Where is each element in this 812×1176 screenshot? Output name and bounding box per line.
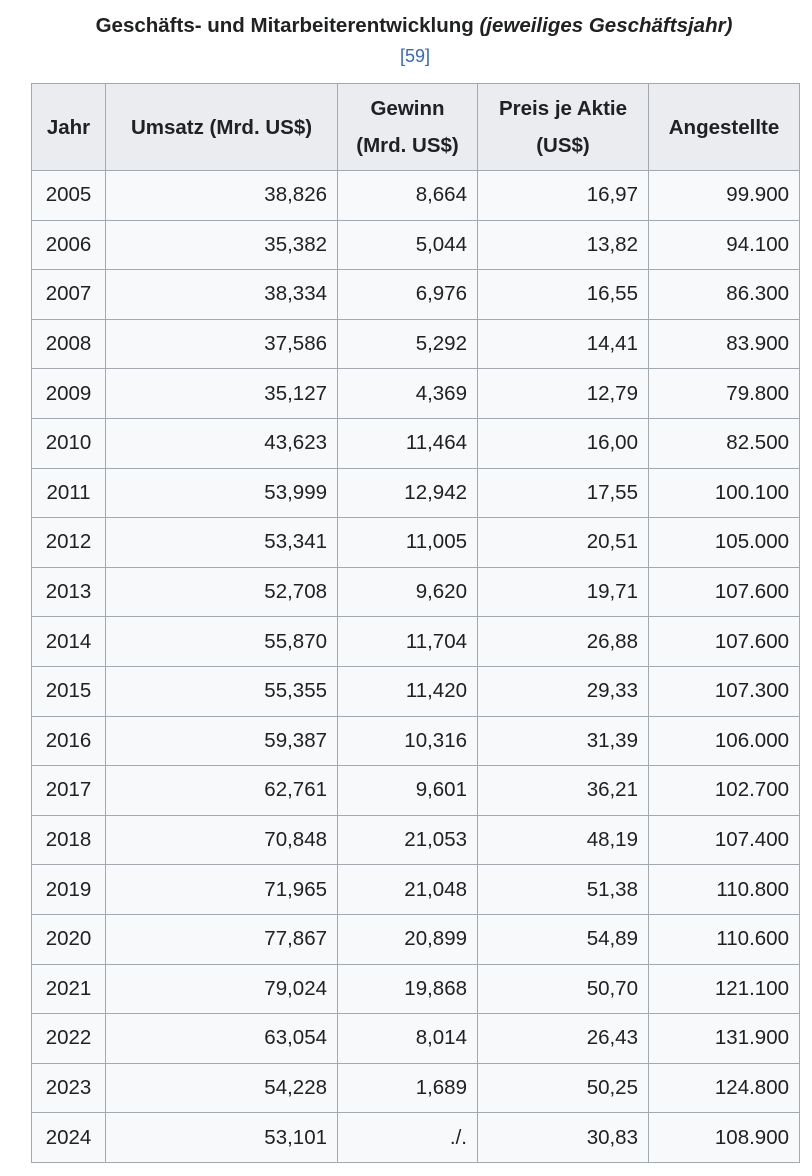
caption-subtitle: (jeweiliges Geschäftsjahr) xyxy=(479,14,733,37)
cell-angestellte: 94.100 xyxy=(649,220,800,270)
cell-gewinn: 20,899 xyxy=(338,914,478,964)
table-caption xyxy=(0,12,812,40)
cell-preis: 14,41 xyxy=(478,319,649,369)
cell-gewinn: ./. xyxy=(338,1113,478,1163)
cell-angestellte: 107.600 xyxy=(649,617,800,667)
cell-gewinn: 21,048 xyxy=(338,865,478,915)
table-row xyxy=(32,865,800,915)
header-gewinn: Gewinn (Mrd. US$) xyxy=(338,84,478,171)
cell-preis: 16,00 xyxy=(478,418,649,468)
table-row xyxy=(32,468,800,518)
cell-gewinn: 10,316 xyxy=(338,716,478,766)
cell-angestellte: 100.100 xyxy=(649,468,800,518)
cell-preis: 51,38 xyxy=(478,865,649,915)
cell-umsatz: 63,054 xyxy=(106,1014,338,1064)
cell-jahr: 2019 xyxy=(32,865,106,915)
cell-angestellte: 86.300 xyxy=(649,270,800,320)
table-row xyxy=(32,220,800,270)
cell-umsatz: 79,024 xyxy=(106,964,338,1014)
cell-preis: 17,55 xyxy=(478,468,649,518)
cell-jahr: 2006 xyxy=(32,220,106,270)
cell-preis: 26,43 xyxy=(478,1014,649,1064)
cell-angestellte: 110.600 xyxy=(649,914,800,964)
cell-umsatz: 71,965 xyxy=(106,865,338,915)
cell-preis: 12,79 xyxy=(478,369,649,419)
cell-umsatz: 53,101 xyxy=(106,1113,338,1163)
cell-umsatz: 43,623 xyxy=(106,418,338,468)
cell-jahr: 2012 xyxy=(32,518,106,568)
cell-angestellte: 83.900 xyxy=(649,319,800,369)
cell-jahr: 2018 xyxy=(32,815,106,865)
cell-umsatz: 54,228 xyxy=(106,1063,338,1113)
cell-preis: 16,55 xyxy=(478,270,649,320)
cell-umsatz: 55,870 xyxy=(106,617,338,667)
cell-preis: 19,71 xyxy=(478,567,649,617)
cell-angestellte: 105.000 xyxy=(649,518,800,568)
cell-umsatz: 38,334 xyxy=(106,270,338,320)
cell-gewinn: 8,664 xyxy=(338,171,478,221)
cell-jahr: 2021 xyxy=(32,964,106,1014)
cell-umsatz: 38,826 xyxy=(106,171,338,221)
data-table xyxy=(31,83,800,1163)
cell-gewinn: 21,053 xyxy=(338,815,478,865)
cell-angestellte: 107.600 xyxy=(649,567,800,617)
header-jahr: Jahr xyxy=(32,84,106,171)
table-row xyxy=(32,418,800,468)
cell-jahr: 2009 xyxy=(32,369,106,419)
cell-umsatz: 55,355 xyxy=(106,666,338,716)
cell-gewinn: 5,044 xyxy=(338,220,478,270)
cell-preis: 54,89 xyxy=(478,914,649,964)
cell-jahr: 2020 xyxy=(32,914,106,964)
header-preis: Preis je Aktie (US$) xyxy=(478,84,649,171)
table-row xyxy=(32,716,800,766)
cell-preis: 30,83 xyxy=(478,1113,649,1163)
caption-title: Geschäfts- und Mitarbeiterentwicklung xyxy=(95,14,474,37)
cell-gewinn: 9,620 xyxy=(338,567,478,617)
cell-gewinn: 19,868 xyxy=(338,964,478,1014)
cell-jahr: 2022 xyxy=(32,1014,106,1064)
table-row xyxy=(32,270,800,320)
table-row xyxy=(32,1113,800,1163)
table-row xyxy=(32,567,800,617)
cell-preis: 29,33 xyxy=(478,666,649,716)
cell-umsatz: 59,387 xyxy=(106,716,338,766)
table-row xyxy=(32,617,800,667)
cell-angestellte: 82.500 xyxy=(649,418,800,468)
cell-angestellte: 124.800 xyxy=(649,1063,800,1113)
cell-jahr: 2007 xyxy=(32,270,106,320)
cell-umsatz: 53,999 xyxy=(106,468,338,518)
table-row xyxy=(32,766,800,816)
cell-gewinn: 6,976 xyxy=(338,270,478,320)
cell-gewinn: 11,420 xyxy=(338,666,478,716)
table-row xyxy=(32,171,800,221)
cell-angestellte: 107.400 xyxy=(649,815,800,865)
table-row xyxy=(32,319,800,369)
table-row xyxy=(32,666,800,716)
cell-gewinn: 8,014 xyxy=(338,1014,478,1064)
table-row xyxy=(32,369,800,419)
cell-preis: 48,19 xyxy=(478,815,649,865)
cell-gewinn: 12,942 xyxy=(338,468,478,518)
cell-jahr: 2017 xyxy=(32,766,106,816)
reference-link[interactable]: [59] xyxy=(399,46,431,66)
cell-preis: 16,97 xyxy=(478,171,649,221)
cell-angestellte: 107.300 xyxy=(649,666,800,716)
cell-umsatz: 62,761 xyxy=(106,766,338,816)
cell-jahr: 2005 xyxy=(32,171,106,221)
cell-gewinn: 4,369 xyxy=(338,369,478,419)
table-row xyxy=(32,1014,800,1064)
cell-gewinn: 5,292 xyxy=(338,319,478,369)
table-row xyxy=(32,815,800,865)
cell-umsatz: 53,341 xyxy=(106,518,338,568)
cell-umsatz: 77,867 xyxy=(106,914,338,964)
cell-preis: 13,82 xyxy=(478,220,649,270)
cell-angestellte: 108.900 xyxy=(649,1113,800,1163)
cell-angestellte: 121.100 xyxy=(649,964,800,1014)
cell-jahr: 2023 xyxy=(32,1063,106,1113)
cell-preis: 26,88 xyxy=(478,617,649,667)
cell-angestellte: 102.700 xyxy=(649,766,800,816)
cell-jahr: 2010 xyxy=(32,418,106,468)
cell-gewinn: 9,601 xyxy=(338,766,478,816)
cell-angestellte: 79.800 xyxy=(649,369,800,419)
cell-umsatz: 70,848 xyxy=(106,815,338,865)
cell-umsatz: 37,586 xyxy=(106,319,338,369)
cell-preis: 50,25 xyxy=(478,1063,649,1113)
cell-angestellte: 99.900 xyxy=(649,171,800,221)
cell-angestellte: 106.000 xyxy=(649,716,800,766)
cell-gewinn: 11,005 xyxy=(338,518,478,568)
cell-jahr: 2011 xyxy=(32,468,106,518)
cell-jahr: 2015 xyxy=(32,666,106,716)
cell-umsatz: 35,382 xyxy=(106,220,338,270)
cell-angestellte: 110.800 xyxy=(649,865,800,915)
table-row xyxy=(32,964,800,1014)
cell-umsatz: 52,708 xyxy=(106,567,338,617)
cell-jahr: 2013 xyxy=(32,567,106,617)
cell-jahr: 2008 xyxy=(32,319,106,369)
cell-preis: 50,70 xyxy=(478,964,649,1014)
cell-preis: 36,21 xyxy=(478,766,649,816)
cell-jahr: 2016 xyxy=(32,716,106,766)
cell-gewinn: 1,689 xyxy=(338,1063,478,1113)
cell-preis: 20,51 xyxy=(478,518,649,568)
cell-gewinn: 11,704 xyxy=(338,617,478,667)
table-row xyxy=(32,1063,800,1113)
cell-umsatz: 35,127 xyxy=(106,369,338,419)
cell-jahr: 2014 xyxy=(32,617,106,667)
cell-angestellte: 131.900 xyxy=(649,1014,800,1064)
header-umsatz: Umsatz (Mrd. US$) xyxy=(106,84,338,171)
table-row xyxy=(32,914,800,964)
cell-preis: 31,39 xyxy=(478,716,649,766)
table-row xyxy=(32,518,800,568)
header-row xyxy=(32,84,800,171)
header-angestellte: Angestellte xyxy=(649,84,800,171)
cell-jahr: 2024 xyxy=(32,1113,106,1163)
cell-gewinn: 11,464 xyxy=(338,418,478,468)
